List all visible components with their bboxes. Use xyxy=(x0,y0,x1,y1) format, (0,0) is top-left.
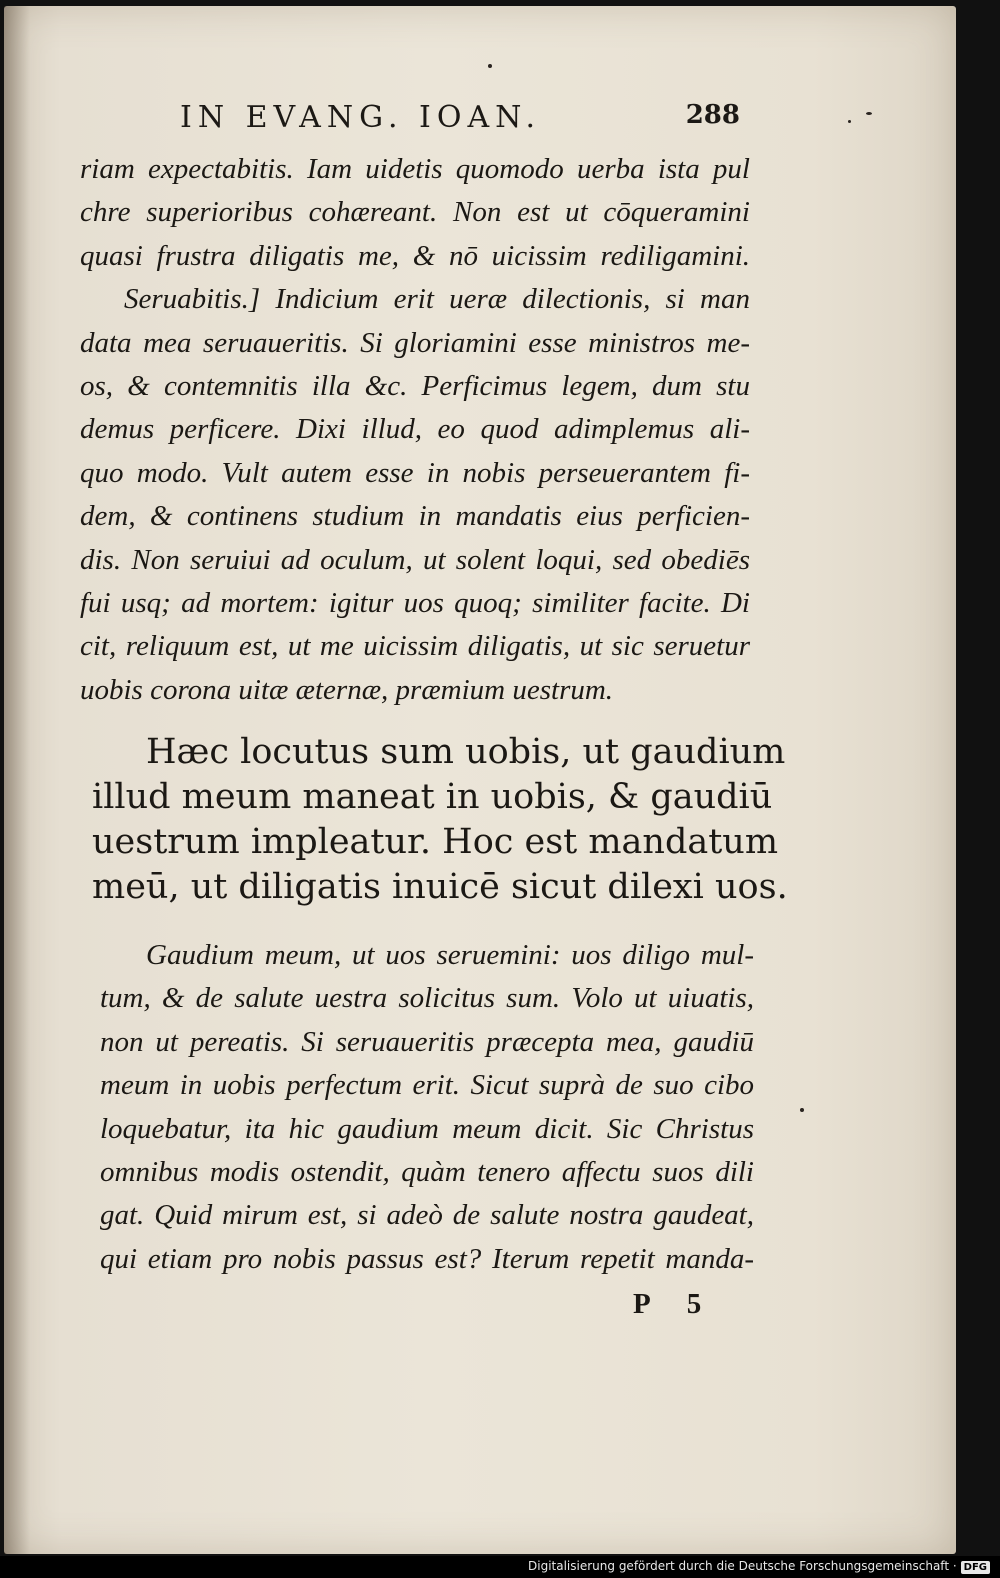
commentary-block-1 xyxy=(80,148,750,712)
text-line: riam expectabitis. Iam uidetis quomodo uerba ista pul xyxy=(80,153,750,185)
text-line: tum, & de salute uestra solicitus sum. Volo ut uiuatis, xyxy=(100,982,754,1015)
dfg-logo-icon: DFG xyxy=(961,1561,990,1574)
ink-speck xyxy=(848,120,851,123)
scripture-line: uestrum impleatur. Hoc est mandatum xyxy=(92,822,779,862)
text-line: cit, reliquum est, ut me uicissim diligatis, ut sic seruetur xyxy=(80,630,750,663)
text-line: loquebatur, ita hic gaudium meum dicit. Sic Christus xyxy=(100,1112,754,1145)
footer-credit-text: Digitalisierung gefördert durch die Deutsche Forschungsgemeinschaft · xyxy=(528,1559,957,1573)
text-line: dis. Non seruiui ad oculum, ut solent loqui, sed obediēs xyxy=(80,543,750,576)
text-line: dem, & continens studium in mandatis eius perficien- xyxy=(80,500,750,533)
text-line: non ut pereatis. Si seruaueritis præcepta mea, gaudiū xyxy=(100,1025,754,1058)
gutter-shadow xyxy=(4,6,30,1554)
scripture-block xyxy=(92,730,788,910)
text-line: fui usq; ad mortem: igitur uos quoq; similiter facite. Di xyxy=(80,587,750,620)
running-head-title: IN EVANG. IOAN. xyxy=(180,100,542,135)
text-line: os, & contemnitis illa &c. Perficimus legem, dum stu xyxy=(80,370,750,403)
text-line: qui etiam pro nobis passus est? Iterum repetit manda- xyxy=(100,1242,754,1275)
signature-letter: P xyxy=(633,1288,687,1320)
ink-speck xyxy=(866,112,872,115)
ink-speck xyxy=(488,64,492,68)
footer-bar xyxy=(0,1556,1000,1578)
text-line: quasi frustra diligatis me, & nō uicissim rediligamini. xyxy=(80,239,750,272)
text-line: data mea seruaueritis. Si gloriamini esse ministros me- xyxy=(80,326,750,359)
running-head xyxy=(180,100,740,140)
scripture-line: meū, ut diligatis inuicē sicut dilexi uos. xyxy=(92,867,788,907)
text-line: demus perficere. Dixi illud, eo quod adimplemus ali- xyxy=(80,413,750,446)
scripture-line: Hæc locutus sum uobis, ut gaudium xyxy=(146,732,786,772)
commentary-block-2 xyxy=(100,934,754,1281)
text-line: quo modo. Vult autem esse in nobis perseuerantem fi- xyxy=(80,456,750,489)
footer-credit xyxy=(528,1559,990,1574)
text-line: chre superioribus cohæreant. Non est ut cōqueramini xyxy=(80,196,750,229)
text-line: meum in uobis perfectum erit. Sicut suprà de suo cibo xyxy=(100,1069,754,1102)
ink-speck xyxy=(800,1108,804,1112)
page-number: 288 xyxy=(685,100,740,130)
signature-number: 5 xyxy=(686,1288,738,1320)
text-line: Seruabitis.] Indicium erit ueræ dilectionis, si man xyxy=(124,283,750,316)
scripture-line: illud meum maneat in uobis, & gaudiū xyxy=(92,777,773,817)
text-line: omnibus modis ostendit, quàm tenero affectu suos dili xyxy=(100,1156,754,1189)
text-line: uobis corona uitæ æternæ, præmium uestrum. xyxy=(80,673,614,706)
text-line: gat. Quid mirum est, si adeò de salute nostra gaudeat, xyxy=(100,1199,754,1232)
signature-mark xyxy=(633,1288,737,1321)
text-line: Gaudium meum, ut uos seruemini: uos diligo mul- xyxy=(146,939,754,971)
